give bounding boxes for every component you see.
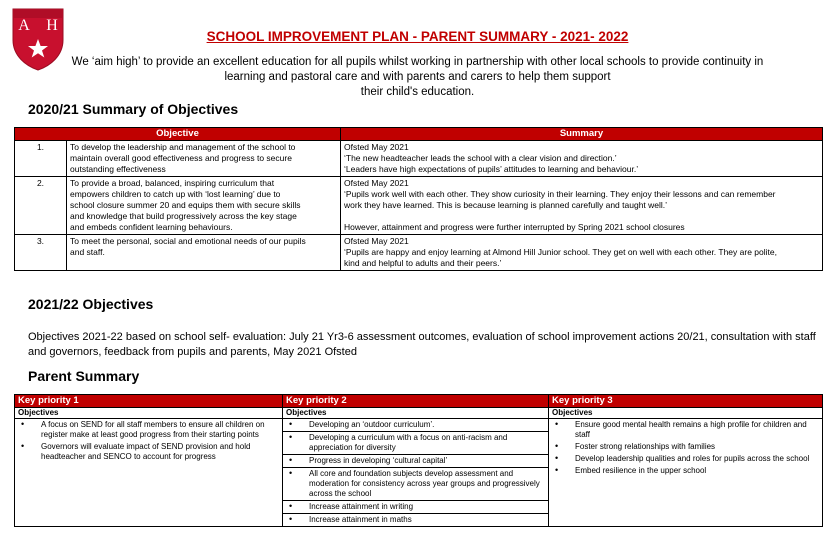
- summary-spacer: [344, 211, 819, 222]
- summary-heading: 2020/21 Summary of Objectives: [28, 101, 239, 117]
- summary-line: ‘Pupils are happy and enjoy learning at Almond Hill Junior school. They get on well with each other. They are polite,: [344, 247, 777, 257]
- list-item: • Increase attainment in maths: [283, 514, 548, 526]
- intro-line: learning and pastoral care and with parents and carers to help them support: [224, 71, 611, 83]
- summary-line: work they have learned. This is because learning is planned carefully and taught well.’: [344, 200, 668, 210]
- objective-line: To meet the personal, social and emotional needs of our pupils: [70, 236, 306, 246]
- objectives-subheading: Objectives: [15, 408, 282, 419]
- table-row: [15, 177, 823, 235]
- table-row: [15, 235, 823, 271]
- summary-cell: [341, 235, 823, 271]
- intro-line: their child's education.: [360, 86, 475, 98]
- objective-line: maintain overall good effectiveness and progress to secure: [70, 153, 292, 163]
- objectives-subheading: Objectives: [283, 408, 548, 419]
- page-title: SCHOOL IMPROVEMENT PLAN - PARENT SUMMARY - 2021- 2022: [206, 29, 629, 44]
- table-row: [15, 141, 823, 177]
- summary-line: ‘Pupils work well with each other. They show curiosity in their learning. They enjoy their lessons and can remember: [344, 189, 776, 199]
- priorities-header-row: [15, 395, 823, 408]
- priority-2-cell: [283, 408, 549, 527]
- summary-line: However, attainment and progress were further interrupted by Spring 2021 school closures: [344, 222, 685, 232]
- list-item: • Increase attainment in writing: [283, 501, 548, 514]
- objectives-subheading: Objectives: [549, 408, 822, 419]
- priority-1-cell: [15, 408, 283, 527]
- summary-line: Ofsted May 2021: [344, 236, 409, 246]
- summary-line: kind and helpful to adults and their peers.’: [344, 258, 502, 268]
- logo-letter-h: H: [46, 17, 58, 34]
- summary-cell: [341, 141, 823, 177]
- objective-column-header: Objective: [15, 128, 341, 141]
- row-number: 1.: [15, 141, 67, 177]
- intro-text: [70, 55, 765, 100]
- priority-1-header: Key priority 1: [15, 395, 283, 408]
- list-item: • Governors will evaluate impact of SEND provision and hold headteacher and SENCO to account for progress: [15, 441, 282, 463]
- priority-3-cell: [549, 408, 823, 527]
- summary-column-header: Summary: [341, 128, 823, 141]
- summary-table: [14, 127, 823, 271]
- objective-line: empowers children to catch up with ‘lost learning’ due to: [70, 189, 281, 199]
- list-item: • A focus on SEND for all staff members to ensure all children on register make at least good progress from their starting points: [15, 419, 282, 441]
- summary-line: ‘The new headteacher leads the school with a clear vision and direction.’: [344, 153, 617, 163]
- objective-cell: [67, 235, 341, 271]
- objective-cell: [67, 177, 341, 235]
- priorities-body-row: [15, 408, 823, 527]
- parent-summary-heading: Parent Summary: [28, 368, 140, 384]
- priority-2-list: [283, 419, 548, 526]
- summary-line: Ofsted May 2021: [344, 142, 409, 152]
- summary-line: Ofsted May 2021: [344, 178, 409, 188]
- objective-line: outstanding effectiveness: [70, 164, 166, 174]
- objectives-text: Objectives 2021-22 based on school self- evaluation: July 21 Yr3-6 assessment outcomes, evaluation of school improvement actions 20/21, consultation with staff and governors, feedback from pupils and parents, May 2021 Ofsted: [28, 331, 816, 358]
- summary-line: ‘Leaders have high expectations of pupils’ attitudes to learning and behaviour.’: [344, 164, 639, 174]
- logo-letter-a: A: [18, 17, 30, 34]
- row-number: 2.: [15, 177, 67, 235]
- list-item: • Foster strong relationships with families: [549, 441, 822, 453]
- objectives-heading: 2021/22 Objectives: [28, 296, 154, 312]
- summary-cell: [341, 177, 823, 235]
- objective-line: school closure summer 20 and equips them with secure skills: [70, 200, 301, 210]
- list-item: • Progress in developing ‘cultural capital’: [283, 455, 548, 468]
- list-item: • Develop leadership qualities and roles for pupils across the school: [549, 453, 822, 465]
- objective-line: To provide a broad, balanced, inspiring curriculum that: [70, 178, 275, 188]
- list-item: • Embed resilience in the upper school: [549, 465, 822, 477]
- priority-2-header: Key priority 2: [283, 395, 549, 408]
- objective-line: and staff.: [70, 247, 105, 257]
- intro-line: We ‘aim high’ to provide an excellent education for all pupils whilst working in partnership with other local schools to provide continuity in: [71, 56, 764, 68]
- list-item: • Ensure good mental health remains a high profile for children and staff: [549, 419, 822, 441]
- summary-header-row: [15, 128, 823, 141]
- list-item: • Developing a curriculum with a focus on anti-racism and appreciation for diversity: [283, 432, 548, 455]
- objective-cell: [67, 141, 341, 177]
- list-item: • All core and foundation subjects develop assessment and moderation for consistency across year groups and progressively across the school: [283, 468, 548, 501]
- objective-line: and knowledge that build progressively across the key stage: [70, 211, 297, 221]
- priority-3-header: Key priority 3: [549, 395, 823, 408]
- priorities-table: [14, 394, 823, 527]
- objective-line: To develop the leadership and management of the school to: [70, 142, 296, 152]
- objective-line: and embeds confident learning behaviours.: [70, 222, 233, 232]
- priority-1-list: [15, 419, 282, 463]
- priority-3-list: [549, 419, 822, 477]
- row-number: 3.: [15, 235, 67, 271]
- list-item: • Developing an ‘outdoor curriculum’.: [283, 419, 548, 432]
